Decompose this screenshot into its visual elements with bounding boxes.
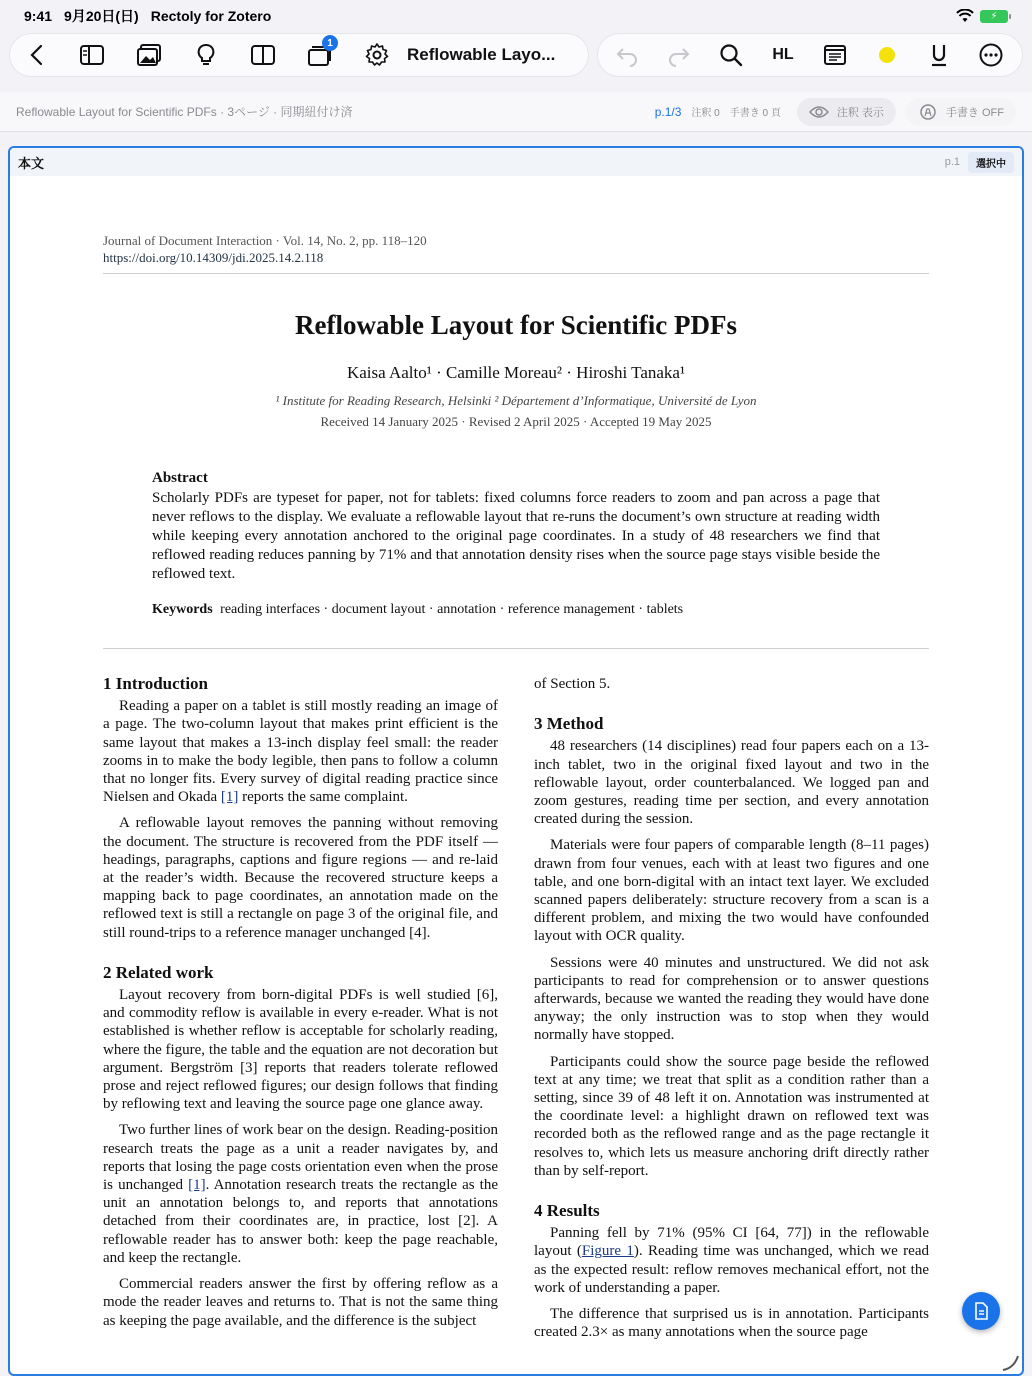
insight-button[interactable]	[186, 37, 226, 73]
pane-page-number: p.1	[944, 156, 960, 168]
pane-header	[10, 148, 1022, 176]
undo-icon	[614, 42, 640, 68]
handwriting-count: 手書き 0 頁	[729, 108, 781, 119]
photos-icon	[136, 42, 162, 68]
search-icon	[718, 42, 744, 68]
paper-authors: Kaisa Aalto¹ · Camille Moreau² · Hiroshi Tanaka¹	[346, 363, 686, 382]
right-column	[534, 675, 929, 1350]
paper-affiliations: ¹ Institute for Reading Research, Helsinki ² Département d’Informatique, Université de Lyon	[275, 393, 757, 408]
resize-handle-icon[interactable]	[1000, 1352, 1020, 1372]
figure-link[interactable]: Figure 1	[581, 1243, 634, 1260]
header-divider	[103, 273, 929, 274]
body-columns	[103, 675, 929, 1350]
section-heading-method: 3 Method	[534, 714, 604, 734]
abstract-text: Scholarly PDFs are typeset for paper, not for tablets: fixed columns force readers to zoom and pan across a page that never reflows to the display. We evaluate a reflowable layout that re-runs the document’s own structure at reading width while keeping every annotation anchored to the original page coordinates. In a study of 48 researchers we find that reflowed reading reduces panning by 71% and that annotation density rises when the source page stays visible beside the reflowed text.	[152, 490, 880, 582]
paper-dates: Received 14 January 2025 · Revised 2 April 2025 · Accepted 19 May 2025	[320, 414, 712, 429]
paragraph: Two further lines of work bear on the design. Reading-position research treats the page as a unit a reader navigates by, and reports that losing the page costs orientation even when the prose is unchanged [1]. Annotation research treats the rectangle as the unit an annotation belongs to, and reports that annotations detached from their coordinates are, in practice, lost [2]. A reflowable reader has to answer both: keep the page reachable, and keep the rectangle.	[103, 1122, 498, 1266]
status-time: 9:41	[24, 8, 53, 24]
sidebar-icon	[79, 42, 105, 68]
section-heading-related-work: 2 Related work	[103, 962, 214, 982]
document-title: Reflowable Layo...	[407, 45, 556, 64]
citation-link[interactable]: [1]	[188, 1177, 206, 1194]
toolbar-right	[598, 34, 1022, 76]
doi-link[interactable]: https://doi.org/10.14309/jdi.2025.14.2.118	[103, 250, 324, 265]
pane-label: 本文	[18, 155, 45, 171]
split-view-icon	[250, 42, 276, 68]
chevron-left-icon	[25, 42, 51, 68]
thumbnails-button[interactable]	[129, 37, 169, 73]
paragraph: Materials were four papers of comparable length (8–11 pages) drawn from four venues, each with at least two figures and one table, and one born-digital with an intact text layer. We excluded scanned papers deliberately: structure recovery from a scan is a different problem, and mixing the two would have confounded layout with OCR quality.	[534, 837, 929, 945]
section-heading-results: 4 Results	[534, 1201, 600, 1221]
paragraph: Sessions were 40 minutes and unstructured. We did not ask participants to read for comprehension or to answer questions afterwards, because we wanted the reading they would have done anyway; the only instruction was to stop when they would normally have stopped.	[534, 954, 929, 1044]
wifi-icon	[956, 9, 974, 23]
battery-icon: ⚡	[980, 10, 1008, 23]
abstract-heading: Abstract	[152, 470, 208, 486]
paper-title: Reflowable Layout for Scientific PDFs	[295, 310, 737, 340]
pencil-circle-icon	[918, 104, 938, 120]
document-meta: Reflowable Layout for Scientific PDFs · 3ページ · 同期紐付け済	[16, 105, 353, 119]
page-indicator[interactable]: p.1/3	[654, 104, 682, 119]
paragraph: 48 researchers (14 disciplines) read four papers each on a 13-inch tablet, two in the original fixed layout and two in the reflowable layout, order counterbalanced. We logged pan and zoom gestures, reading time per section, and every annotation created during the session.	[534, 738, 929, 828]
reader-view-button[interactable]	[816, 37, 854, 73]
status-date: 9月20日(日)	[64, 8, 139, 24]
more-button[interactable]	[972, 37, 1010, 73]
status-bar	[0, 0, 1032, 32]
paragraph: The difference that surprised us is in annotation. Participants created 2.3× as many annotations when the source page	[534, 1306, 929, 1341]
redo-button[interactable]	[660, 37, 698, 73]
back-button[interactable]	[18, 37, 58, 73]
toolbar-left	[10, 34, 588, 76]
status-right	[956, 9, 1008, 23]
split-view-button[interactable]	[243, 37, 283, 73]
document-icon	[972, 1302, 990, 1320]
highlight-color-swatch	[879, 47, 895, 63]
underline-button[interactable]	[920, 37, 958, 73]
redo-icon	[666, 42, 692, 68]
underline-icon	[926, 42, 952, 68]
info-bar	[0, 92, 1032, 132]
selection-status-tag: 選択中	[968, 152, 1014, 173]
paragraph: Reading a paper on a tablet is still mostly reading an image of a page. The two-column layout that makes print efficient is the same layout that makes a 13-inch display feel small: the reader zooms in to make the body legible, then pans to follow a column that no longer fits. Every survey of digital reading practice since Nielsen and Okada [1] reports the same complaint.	[103, 698, 498, 806]
journal-line: Journal of Document Interaction · Vol. 14, No. 2, pp. 118–120	[103, 233, 427, 248]
undo-button[interactable]	[608, 37, 646, 73]
status-app-name: Rectoly for Zotero	[150, 8, 272, 24]
keywords-list: reading interfaces · document layout · annotation · reference management · tablets	[220, 602, 684, 617]
sidebar-toggle-button[interactable]	[72, 37, 112, 73]
annotation-visibility-toggle[interactable]	[797, 98, 896, 126]
info-right	[655, 98, 1016, 126]
paragraph-continued: of Section 5.	[534, 676, 611, 692]
paragraph: Panning fell by 71% (95% CI [64, 77]) in the reflowable layout (Figure 1). Reading time was unchanged, which we read as the expected result: reflow removes mechanical effort, not the work of understanding a paper.	[534, 1225, 929, 1296]
highlight-mode-label: HL	[772, 46, 794, 63]
paragraph: A reflowable layout removes the panning without removing the document. The structure is recovered from the PDF itself — headings, paragraphs, captions and figure regions — and re-laid at the reader’s width. Because the recovered structure keeps a mapping back to page coordinates, an annotation made on the reflowed text is still a rectangle on page 3 of the original file, and still round-trips to a reference manager unchanged [4].	[103, 815, 498, 941]
paragraph: Participants could show the source page beside the reflowed text at any time; we treat that split as a condition rather than a setting, since 39 of 48 left it on. Annotation was instrumented at the coordinate level: a highlight drawn on reflowed text was recorded both as the reflowed range and as the page rectangle it resolves to, which lets us measure anchoring drift directly rather than by self-report.	[534, 1053, 929, 1179]
citation-link[interactable]: [1]	[220, 789, 239, 806]
search-button[interactable]	[712, 37, 750, 73]
paper-page[interactable]	[103, 232, 929, 1350]
lightbulb-icon	[193, 42, 219, 68]
eye-icon	[809, 104, 829, 120]
keywords-heading: Keywords	[152, 602, 213, 617]
highlight-color-button[interactable]	[868, 37, 906, 73]
handwriting-toggle[interactable]	[906, 98, 1016, 126]
settings-button[interactable]	[357, 37, 397, 73]
gear-icon	[364, 42, 390, 68]
abstract-divider	[103, 648, 929, 649]
annotation-visibility-label: 注釈 表示	[836, 106, 884, 119]
document-pane[interactable]	[8, 146, 1024, 1376]
tabs-badge: 1	[322, 35, 338, 51]
reader-view-icon	[822, 42, 848, 68]
annotation-count: 注釈 0	[691, 108, 720, 119]
ellipsis-icon	[978, 42, 1004, 68]
paragraph: Layout recovery from born-digital PDFs is well studied [6], and commodity reflow is available in every e-reader. What is not established is whether reflow is acceptable for scholarly reading, where the figure, the table and the equation are not decoration but argument. Bergström [3] reports that readers tolerate reflowed prose and reject reflowed figures; our design follows that finding by reflowing text and leaving the source page one glance away.	[103, 987, 498, 1113]
highlight-mode-button[interactable]	[764, 37, 802, 73]
keywords-line	[152, 602, 880, 618]
paragraph: Commercial readers answer the first by offering reflow as a mode the reader leaves and returns to. That is not the same thing as keeping the page available, and the difference is the subject	[103, 1276, 498, 1329]
notes-floating-button[interactable]	[962, 1292, 1000, 1330]
handwriting-toggle-label: 手書き OFF	[945, 106, 1004, 119]
abstract-block	[152, 470, 880, 618]
section-heading-introduction: 1 Introduction	[103, 674, 209, 693]
tabs-button[interactable]	[300, 37, 340, 73]
left-column	[103, 675, 498, 1350]
